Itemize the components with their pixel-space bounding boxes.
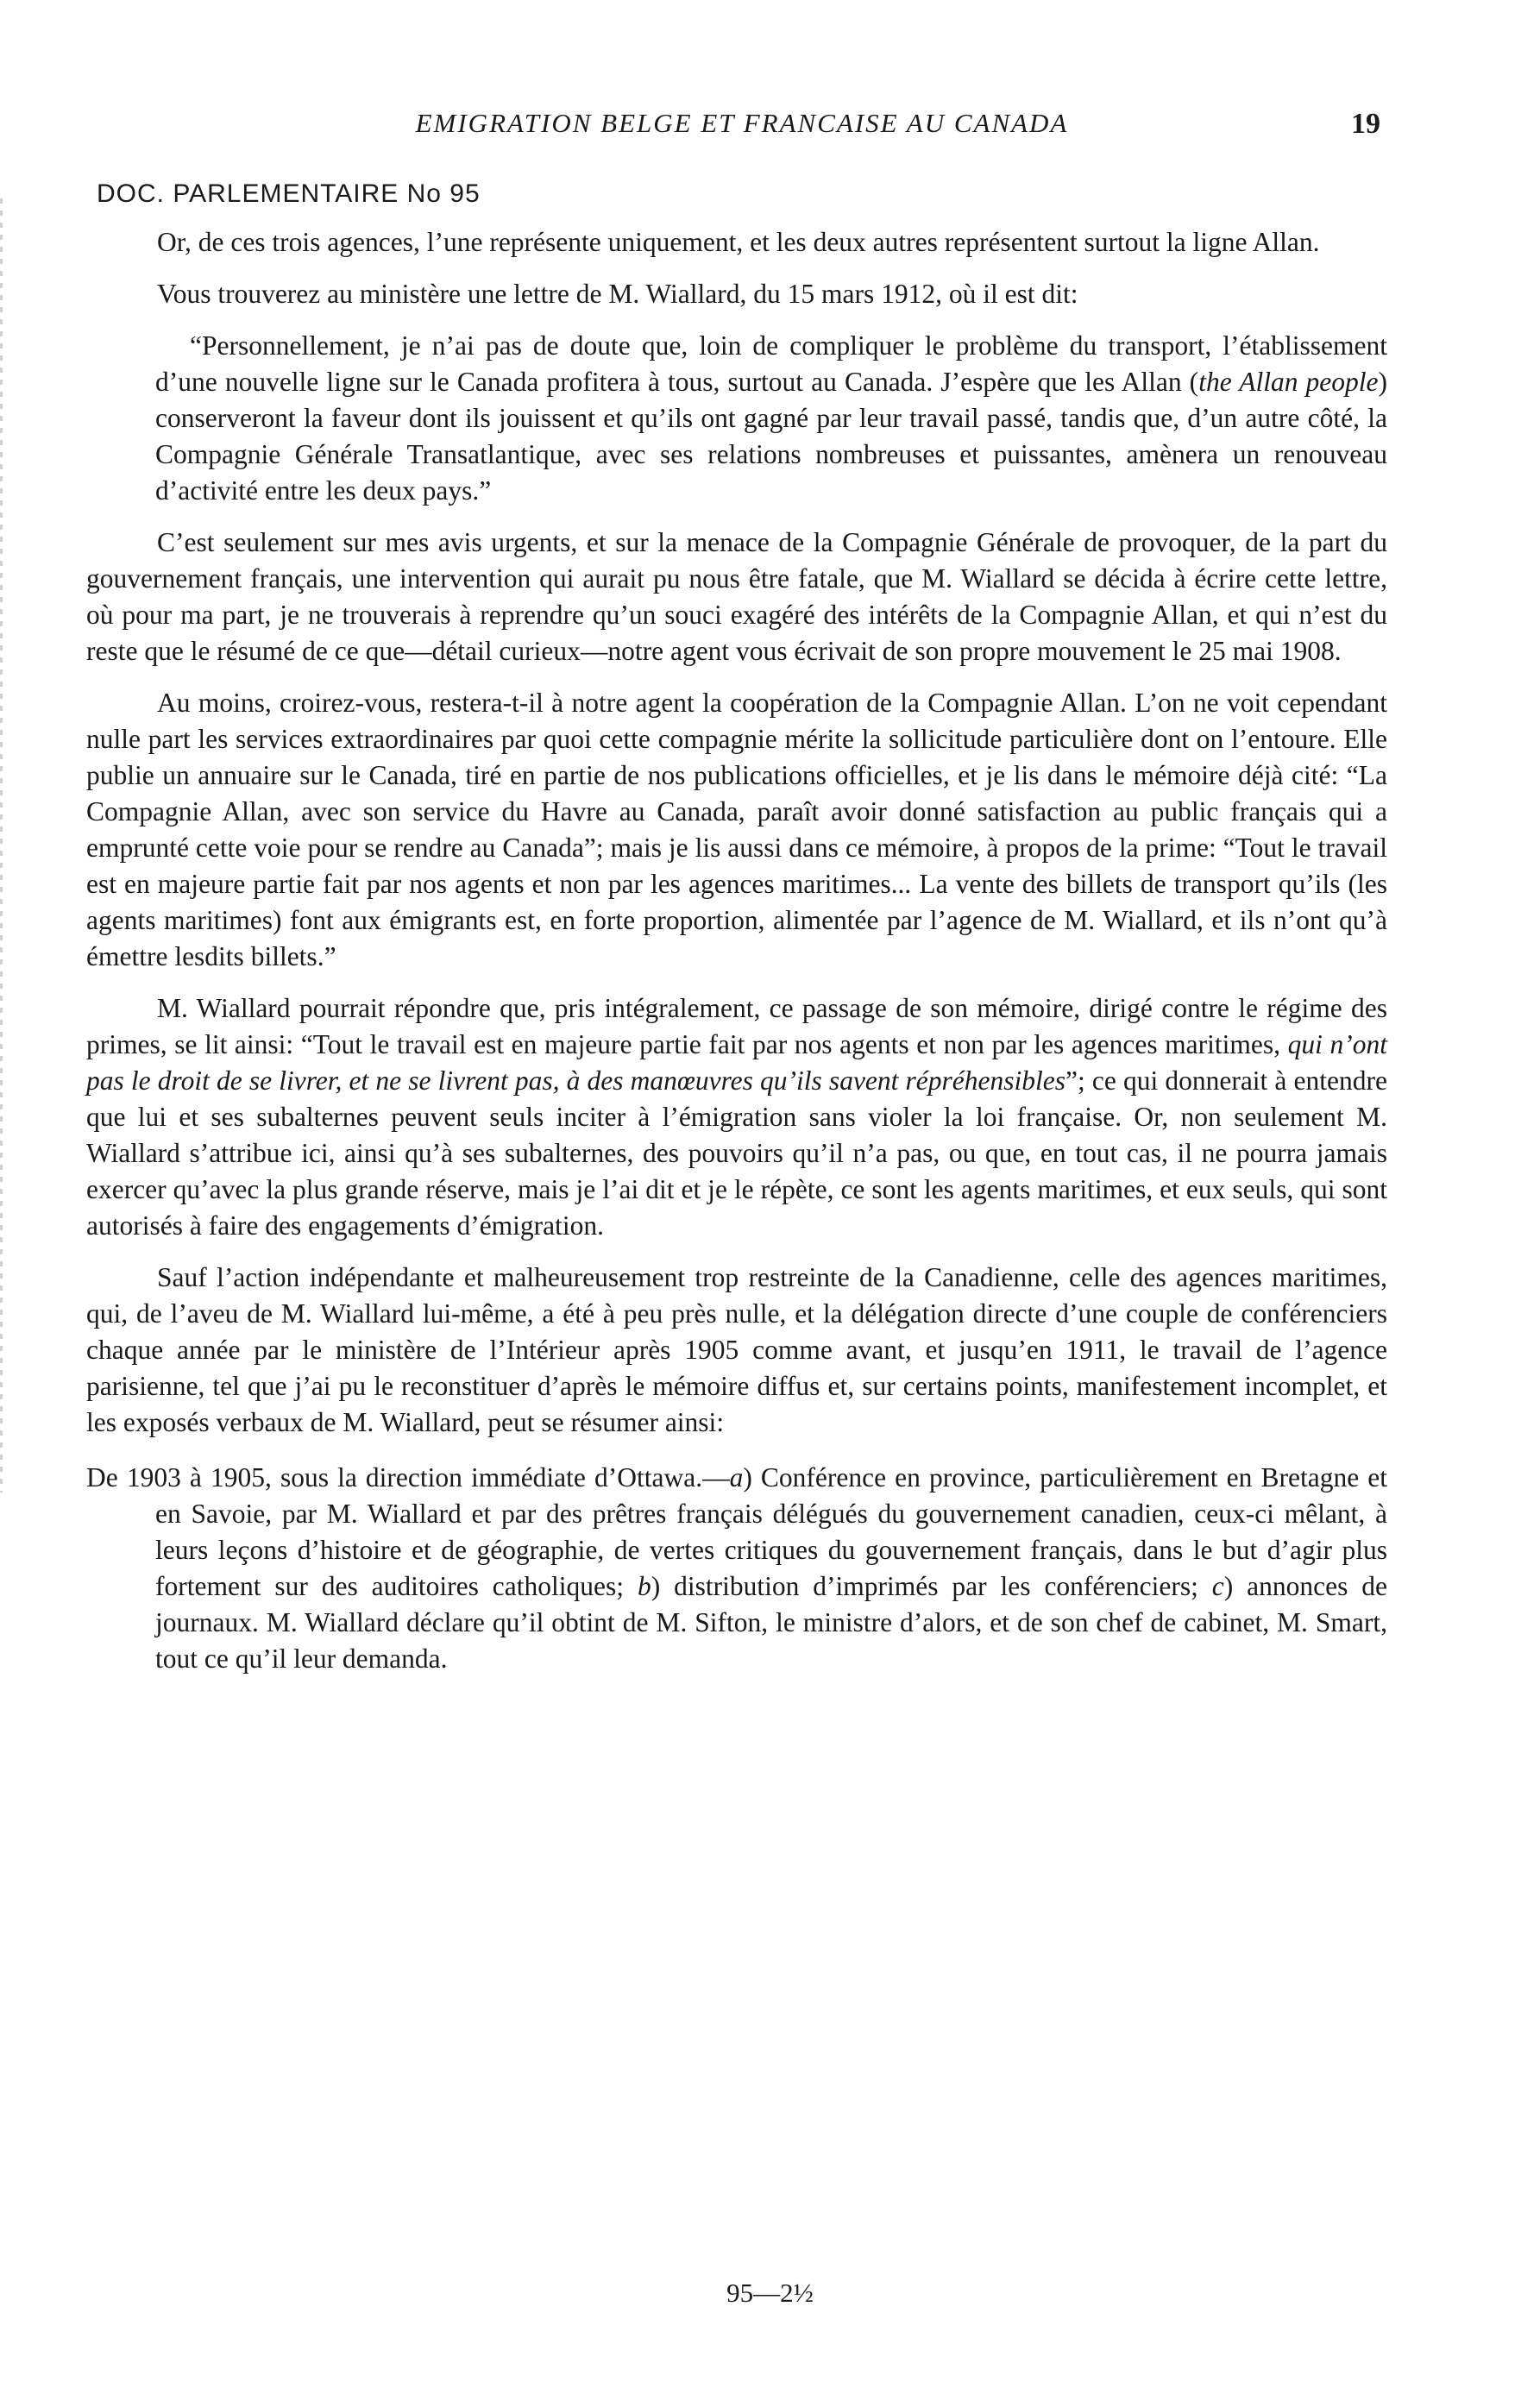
paragraph-8-a: De 1903 à 1905, sous la direction immédiate d’Ottawa.— — [86, 1462, 730, 1493]
running-title: EMIGRATION BELGE ET FRANCAISE AU CANADA — [415, 108, 1069, 138]
paragraph-6-italic: qui n’ont pas le droit de se livrer, et ne se livrent pas, à des manœuvres qu’ils savent répréhensibles — [86, 1029, 1387, 1096]
footer-signature: 95—2½ — [726, 2278, 814, 2308]
paragraph-1: Or, de ces trois agences, l’une représente uniquement, et les deux autres représentent surtout la ligne Allan. — [157, 227, 1320, 257]
paragraph-8-italic-a: a — [729, 1462, 744, 1493]
paragraph-2: Vous trouverez au ministère une lettre de M. Wiallard, du 15 mars 1912, où il est dit: — [157, 279, 1078, 309]
quote-italic: the Allan people — [1198, 367, 1379, 397]
quote-paragraph — [155, 328, 1387, 509]
paragraph-8-b: ) Conférence en province, particulièrement en Bretagne et en Savoie, par M. Wiallard et par des prêtres français délégués du gouvernement canadien, ceux-ci mêlant, à leurs leçons d’histoire et de géographie, de vertes critiques du gouvernement français, dans le but d’agir plus fortement sur des auditoires catholiques; — [155, 1462, 1387, 1601]
body-text — [86, 224, 1387, 1677]
paragraph-5: Au moins, croirez-vous, restera-t-il à notre agent la coopération de la Compagnie Allan. L’on ne voit cependant nulle part les services extraordinaires par quoi cette compagnie mérite la sollicitude particulière dont on l’entoure. Elle publie un annuaire sur le Canada, tiré en partie de nos publications officielles, et je lis dans le mémoire déjà cité: “La Compagnie Allan, avec son service du Havre au Canada, paraît avoir donné satisfaction au public français qui a emprunté cette voie pour se rendre au Canada”; mais je lis aussi dans ce mémoire, à propos de la prime: “Tout le travail est en majeure partie fait par nos agents et non par les agences maritimes... La vente des billets de transport qu’ils (les agents maritimes) font aux émigrants est, en forte proportion, alimentée par l’agence de M. Wiallard, et ils n’ont qu’à émettre lesdits billets.” — [86, 688, 1387, 971]
page-number: 19 — [1351, 108, 1380, 140]
scan-edge-mark — [0, 198, 3, 1493]
paragraph-8-italic-c: c — [1211, 1571, 1224, 1601]
running-head — [155, 108, 1380, 146]
paragraph-8 — [86, 1460, 1387, 1677]
paragraph-6-end: ”; ce qui donnerait à entendre que lui et ses subalternes peuvent seuls inciter à l’émigration sans violer la loi française. Or, non seulement M. Wiallard s’attribue ici, ainsi qu’à ses subalternes, des pouvoirs qu’il n’a pas, ou que, en tout cas, il ne pourra jamais exercer qu’avec la plus grande réserve, mais je l’ai dit et je le répète, ce sont les agents maritimes, et eux seuls, qui sont autorisés à faire des engagements d’émigration. — [86, 1065, 1387, 1241]
paragraph-7: Sauf l’action indépendante et malheureusement trop restreinte de la Canadienne, celle des agences maritimes, qui, de l’aveu de M. Wiallard lui-même, a été à peu près nulle, et la délégation directe d’une couple de conférenciers chaque année par le ministère de l’Intérieur après 1905 comme avant, et jusqu’en 1911, le travail de l’agence parisienne, tel que j’ai pu le reconstituer d’après le mémoire diffus et, sur certains points, manifestement incomplet, et les exposés verbaux de M. Wiallard, peut se résumer ainsi: — [86, 1262, 1387, 1437]
paragraph-8-c: ) distribution d’imprimés par les conférenciers; — [651, 1571, 1212, 1601]
paragraph-4: C’est seulement sur mes avis urgents, et sur la menace de la Compagnie Générale de provoquer, de la part du gouvernement français, une intervention qui aurait pu nous être fatale, que M. Wiallard se décida à écrire cette lettre, où pour ma part, je ne trouverais à reprendre qu’un souci exagéré des intérêts de la Compagnie Allan, et qui n’est du reste que le résumé de ce que—détail curieux—notre agent vous écrivait de son propre mouvement le 25 mai 1908. — [86, 527, 1387, 666]
quote-text-end: ) conserveront la faveur dont ils jouissent et qu’ils ont gagné par leur travail passé, tandis que, d’un autre côté, la Compagnie Générale Transatlantique, avec ses relations nombreuses et puissantes, amènera un renouveau d’activité entre les deux pays.” — [155, 367, 1388, 506]
quote-text-start: “Personnellement, je n’ai pas de doute que, loin de compliquer le problème du transport, l’établissement d’une nouvelle ligne sur le Canada profitera à tous, surtout au Canada. J’espère que les Allan ( — [155, 330, 1387, 397]
doc-label: DOC. PARLEMENTAIRE No 95 — [97, 179, 481, 208]
paragraph-8-italic-b: b — [637, 1571, 651, 1601]
paragraph-6-start: M. Wiallard pourrait répondre que, pris intégralement, ce passage de son mémoire, dirigé contre le régime des primes, se lit ainsi: “Tout le travail est en majeure partie fait par nos agents et non par les agences maritimes, — [86, 993, 1387, 1059]
paragraph-8-d: ) annonces de journaux. M. Wiallard déclare qu’il obtint de M. Sifton, le ministre d’alors, et de son chef de cabinet, M. Smart, tout ce qu’il leur demanda. — [155, 1571, 1387, 1674]
paragraph-6 — [86, 990, 1387, 1244]
